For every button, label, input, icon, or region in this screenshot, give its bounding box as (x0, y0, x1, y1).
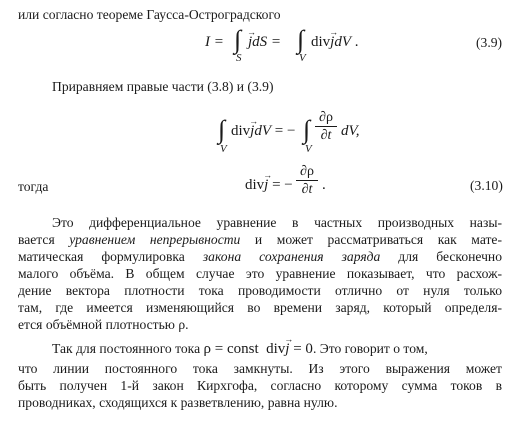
eq39-number: (3.9) (476, 35, 503, 50)
dc-formula: ρ = const divj → = 0 (204, 341, 313, 357)
eq310-lhs: divj → = − (245, 176, 293, 194)
para1-line-6: там, где имеется изменяющийся во времени заряд, который определя- (18, 300, 502, 315)
intro-line: или согласно теореме Гаусса-Остроградского (18, 7, 281, 22)
para1-line-3: матическая формулировка закона сохранения заряда для бесконечно (18, 249, 502, 264)
eq39-lhs: I = (205, 34, 224, 50)
eq39-integral-1: ∫ (234, 25, 242, 54)
para1-line-1: Это дифференциальное уравнение в частных производных назы- (52, 215, 502, 230)
eq310-number: (3.10) (470, 178, 503, 193)
para1-line-5: дение вектора плотности тока проводимости отлично от нуля только (18, 283, 502, 298)
para1-line-2: вается уравнением непрерывности и может рассматриваться как мате- (18, 232, 502, 247)
eqi-integral-2: ∫ (303, 115, 311, 144)
eqi-sub-v1: V (220, 143, 227, 155)
eq39-term-1: j →dS = (248, 33, 281, 51)
para2-line-1: Так для постоянного тока ρ = const divj → = 0. Это говорит о том, (52, 340, 428, 358)
eqi-sub-v2: V (305, 143, 312, 155)
para2-line-2: что линии постоянного тока замкнуты. Из этого выражения может (18, 361, 502, 376)
para2-line-4: проводниках, сходящихся к разветвлению, равна нулю. (18, 395, 338, 410)
term-charge-conservation: закона сохранения заряда (202, 249, 381, 264)
para1-line-7: ется объёмной плотностью ρ. (18, 317, 189, 332)
togda-label: тогда (18, 179, 49, 194)
eq310-fraction: ∂ρ ∂t (296, 164, 318, 197)
para2-line-3: быть получен 1-й закон Кирхгофа, согласно которому сумма токов в (18, 378, 502, 393)
para1-line-4: малого объёма. В общем случае это уравнение показывает, что расхож- (18, 266, 502, 281)
eqi-integral-1: ∫ (218, 115, 226, 144)
eq39-sub-v: V (299, 52, 306, 64)
eq39-term-2: divj →dV . (311, 33, 359, 51)
term-continuity-equation: уравнением непрерывности (69, 232, 241, 247)
eq39-integral-2: ∫ (297, 25, 305, 54)
eqi-term-1: divj →dV = − (231, 122, 295, 140)
eqi-fraction: ∂ρ ∂t (315, 110, 337, 143)
eq310-period: . (322, 177, 326, 193)
eq39-sub-s: S (236, 52, 242, 64)
eqi-dv: dV, (341, 123, 360, 139)
equate-line: Приравняем правые части (3.8) и (3.9) (52, 79, 274, 94)
